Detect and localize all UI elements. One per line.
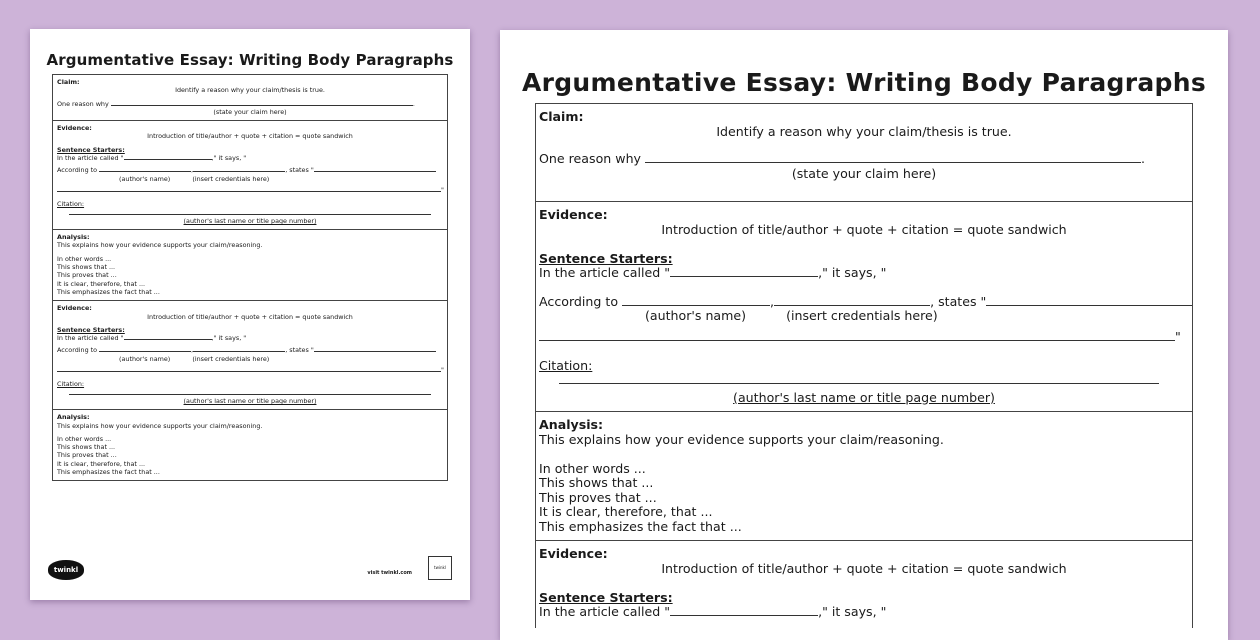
claim-instruction: Identify a reason why your claim/thesis is true. [175, 86, 325, 95]
analysis-instruction: This explains how your evidence supports your claim/reasoning. [539, 431, 944, 447]
citation-caption: (author's last name or title page number) [183, 396, 317, 405]
starter-article-post: ," it says, " [818, 604, 887, 620]
quote-blank[interactable] [314, 351, 436, 352]
analysis-starter: This proves that ... [57, 451, 117, 460]
states-text: , states " [930, 293, 987, 309]
citation-row [539, 373, 1189, 388]
sentence-starters-label: Sentence Starters: [57, 325, 125, 334]
twinkl-logo: twinkl [48, 560, 84, 580]
analysis-label: Analysis: [57, 413, 90, 422]
article-blank[interactable] [124, 159, 212, 160]
claim-period: . [1141, 151, 1146, 167]
close-quote: " [1175, 328, 1181, 344]
article-blank[interactable] [670, 615, 818, 616]
credentials-blank[interactable] [193, 171, 285, 172]
analysis-starter: This proves that ... [539, 489, 657, 505]
analysis-starter: This emphasizes the fact that ... [57, 467, 160, 476]
article-blank[interactable] [670, 276, 818, 277]
analysis-label: Analysis: [539, 417, 604, 433]
comma: , [191, 166, 194, 175]
credentials-blank[interactable] [774, 305, 930, 306]
worksheet-footer [48, 554, 452, 580]
analysis-label: Analysis: [57, 233, 90, 242]
analysis-starter: It is clear, therefore, that ... [57, 459, 146, 468]
citation-label: Citation: [57, 200, 85, 209]
analysis-starter: In other words ... [57, 434, 112, 443]
evidence-label: Evidence: [57, 304, 92, 313]
according-to: According to [57, 346, 98, 355]
comma: , [191, 346, 194, 355]
footer-url: visit twinkl.com [367, 570, 412, 576]
claim-section [53, 75, 447, 121]
analysis-section-1 [536, 412, 1192, 541]
claim-period: . [412, 99, 415, 108]
author-caption: (author's name) [119, 174, 171, 183]
close-quote: " [441, 185, 444, 194]
comma: , [770, 293, 775, 309]
starter-article-post: ," it says, " [211, 154, 247, 163]
evidence-instruction: Introduction of title/author + quote + citation = quote sandwich [147, 132, 353, 141]
citation-blank[interactable] [69, 394, 431, 395]
starter-article-row [57, 334, 443, 342]
credentials-caption: (insert credentials here) [192, 354, 270, 363]
starter-article-post: ," it says, " [211, 334, 247, 343]
quote-continue-row [57, 366, 443, 374]
claim-prompt-row [57, 100, 443, 108]
citation-label: Citation: [57, 380, 85, 389]
evidence-instruction: Introduction of title/author + quote + citation = quote sandwich [147, 312, 353, 321]
analysis-section-2 [53, 410, 447, 481]
citation-label: Citation: [539, 357, 593, 373]
worksheet-title: Argumentative Essay: Writing Body Paragraphs [46, 51, 454, 69]
credentials-blank[interactable] [193, 351, 285, 352]
analysis-starter: In other words ... [57, 254, 112, 263]
twinkl-badge-icon: twinkl [428, 556, 452, 580]
according-row [539, 295, 1189, 310]
evidence-label: Evidence: [539, 207, 608, 223]
starter-article-pre: In the article called " [57, 334, 124, 343]
citation-caption: (author's last name or title page number) [733, 389, 995, 405]
sentence-starters-label: Sentence Starters: [57, 145, 125, 154]
author-blank[interactable] [99, 171, 191, 172]
evidence-section-2 [536, 541, 1192, 627]
claim-instruction: Identify a reason why your claim/thesis is true. [716, 123, 1012, 139]
claim-prompt: One reason why [57, 99, 109, 108]
according-row [57, 166, 443, 174]
starter-article-row [539, 605, 1189, 620]
author-caption: (author's name) [645, 308, 747, 324]
quote-continue-blank[interactable] [57, 191, 441, 192]
evidence-instruction: Introduction of title/author + quote + citation = quote sandwich [661, 221, 1067, 237]
claim-prompt-row [539, 152, 1189, 167]
analysis-starter: This shows that ... [539, 475, 654, 491]
citation-caption: (author's last name or title page number) [183, 216, 317, 225]
states-text: , states " [285, 346, 314, 355]
worksheet-title: Argumentative Essay: Writing Body Paragraphs [521, 68, 1207, 97]
sentence-starters-label: Sentence Starters: [539, 589, 673, 605]
citation-row [57, 389, 443, 397]
author-blank[interactable] [99, 351, 191, 352]
according-row [57, 346, 443, 354]
analysis-section-1 [53, 230, 447, 301]
analysis-starter: It is clear, therefore, that ... [539, 504, 713, 520]
worksheet-frame [52, 74, 448, 481]
starter-article-row [539, 266, 1189, 281]
according-captions [57, 355, 443, 363]
analysis-instruction: This explains how your evidence supports your claim/reasoning. [57, 241, 263, 250]
starter-article-post: ," it says, " [818, 265, 887, 281]
quote-continue-blank[interactable] [539, 340, 1175, 341]
quote-blank[interactable] [986, 305, 1192, 306]
claim-label: Claim: [539, 109, 584, 124]
analysis-starter: It is clear, therefore, that ... [57, 279, 146, 288]
article-blank[interactable] [124, 339, 212, 340]
sentence-starters-label: Sentence Starters: [539, 250, 673, 266]
analysis-starter: This emphasizes the fact that ... [57, 287, 160, 296]
claim-prompt: One reason why [539, 151, 641, 167]
credentials-caption: (insert credentials here) [192, 174, 270, 183]
evidence-instruction: Introduction of title/author + quote + citation = quote sandwich [661, 561, 1067, 577]
evidence-label: Evidence: [57, 124, 92, 133]
according-to: According to [57, 166, 98, 175]
claim-caption: (state your claim here) [791, 165, 937, 181]
evidence-section-1 [536, 202, 1192, 412]
starter-article-pre: In the article called " [539, 604, 671, 620]
claim-blank[interactable] [645, 162, 1141, 163]
worksheet-zoomed [500, 30, 1228, 640]
author-blank[interactable] [622, 305, 770, 306]
starter-article-pre: In the article called " [539, 265, 671, 281]
states-text: , states " [285, 166, 314, 175]
starter-article-pre: In the article called " [57, 154, 124, 163]
starter-article-row [57, 154, 443, 162]
according-captions [57, 175, 443, 183]
evidence-section-2 [53, 301, 447, 410]
citation-blank[interactable] [559, 383, 1159, 384]
credentials-caption: (insert credentials here) [786, 308, 938, 324]
claim-caption: (state your claim here) [213, 107, 287, 116]
analysis-starter: This shows that ... [57, 443, 116, 452]
analysis-starter: This shows that ... [57, 263, 116, 272]
evidence-label: Evidence: [539, 546, 608, 562]
analysis-starter: This proves that ... [57, 271, 117, 280]
according-to: According to [539, 293, 619, 309]
claim-blank[interactable] [111, 105, 413, 106]
quote-blank[interactable] [314, 171, 436, 172]
evidence-section-1 [53, 121, 447, 230]
citation-row [57, 209, 443, 217]
analysis-starter: In other words ... [539, 460, 646, 476]
analysis-starter: This emphasizes the fact that ... [539, 518, 742, 534]
quote-continue-row [57, 186, 443, 194]
quote-continue-row [539, 330, 1189, 345]
author-caption: (author's name) [119, 354, 171, 363]
analysis-instruction: This explains how your evidence supports your claim/reasoning. [57, 421, 263, 430]
according-captions [539, 309, 1189, 324]
close-quote: " [441, 366, 444, 375]
worksheet-thumbnail [30, 29, 470, 600]
citation-blank[interactable] [69, 214, 431, 215]
quote-continue-blank[interactable] [57, 371, 441, 372]
worksheet-frame [535, 103, 1193, 628]
claim-section [536, 104, 1192, 202]
claim-label: Claim: [57, 78, 80, 86]
